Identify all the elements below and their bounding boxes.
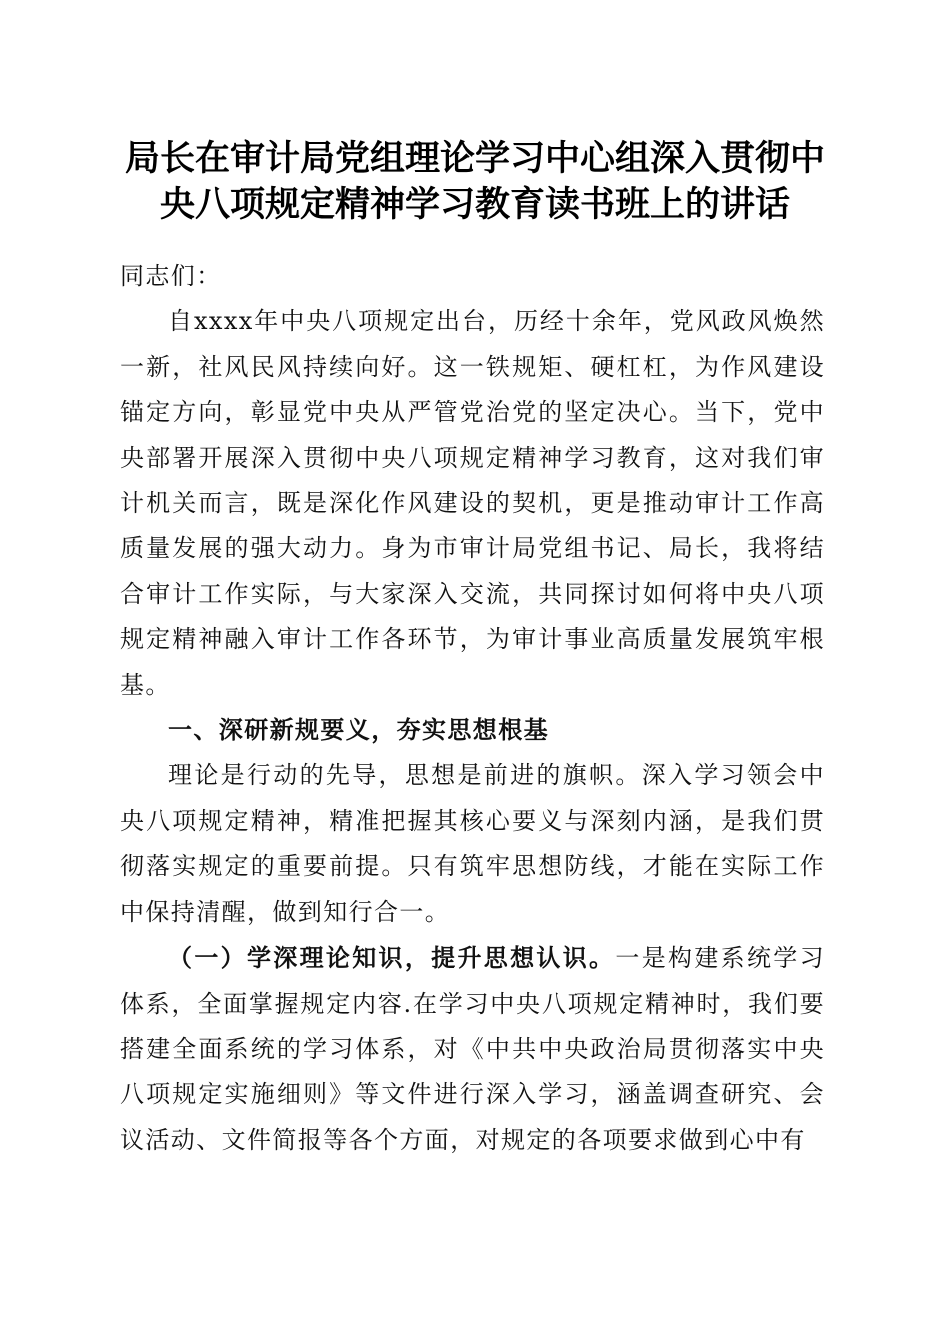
title-line-1: 局长在审计局党组理论学习中心组深入贯彻中 [124,138,825,179]
subsection-1-paragraph [120,935,825,1163]
section-heading-1: 一、深研新规要义，夯实思想根基 [168,716,549,745]
document-body [120,254,825,1163]
document-title [100,136,850,228]
section-1-paragraph: 理论是行动的先导，思想是前进的旗帜。深入学习领会中央八项规定精神，精准把握其核心要义与深刻内涵，是我们贯彻落实规定的重要前提。只有筑牢思想防线，才能在实际工作中保持清醒，做到知行合一。 [120,761,825,926]
subsection-1-lead: （一）学深理论知识，提升思想认识。 [168,943,616,973]
subsection-1-text: 一是构建系统学习体系，全面掌握规定内容.在学习中央八项规定精神时，我们要搭建全面系统的学习体系，对《中共中央政治局贯彻落实中央八项规定实施细则》等文件进行深入学习，涵盖调查研究、会议活动、文件简报等各个方面，对规定的各项要求做到心中有 [120,944,825,1154]
title-line-2: 央八项规定精神学习教育读书班上的讲话 [159,184,790,225]
greeting: 同志们： [120,262,222,290]
intro-paragraph: 自xxxx年中央八项规定出台，历经十余年，党风政风焕然一新，社风民风持续向好。这一铁规矩、硬杠杠，为作风建设锚定方向，彰显党中央从严管党治党的坚定决心。当下，党中央部署开展深入贯彻中央八项规定精神学习教育，这对我们审计机关而言，既是深化作风建设的契机，更是推动审计工作高质量发展的强大动力。身为市审计局党组书记、局长，我将结合审计工作实际，与大家深入交流，共同探讨如何将中央八项规定精神融入审计工作各环节，为审计事业高质量发展筑牢根基。 [120,307,825,699]
